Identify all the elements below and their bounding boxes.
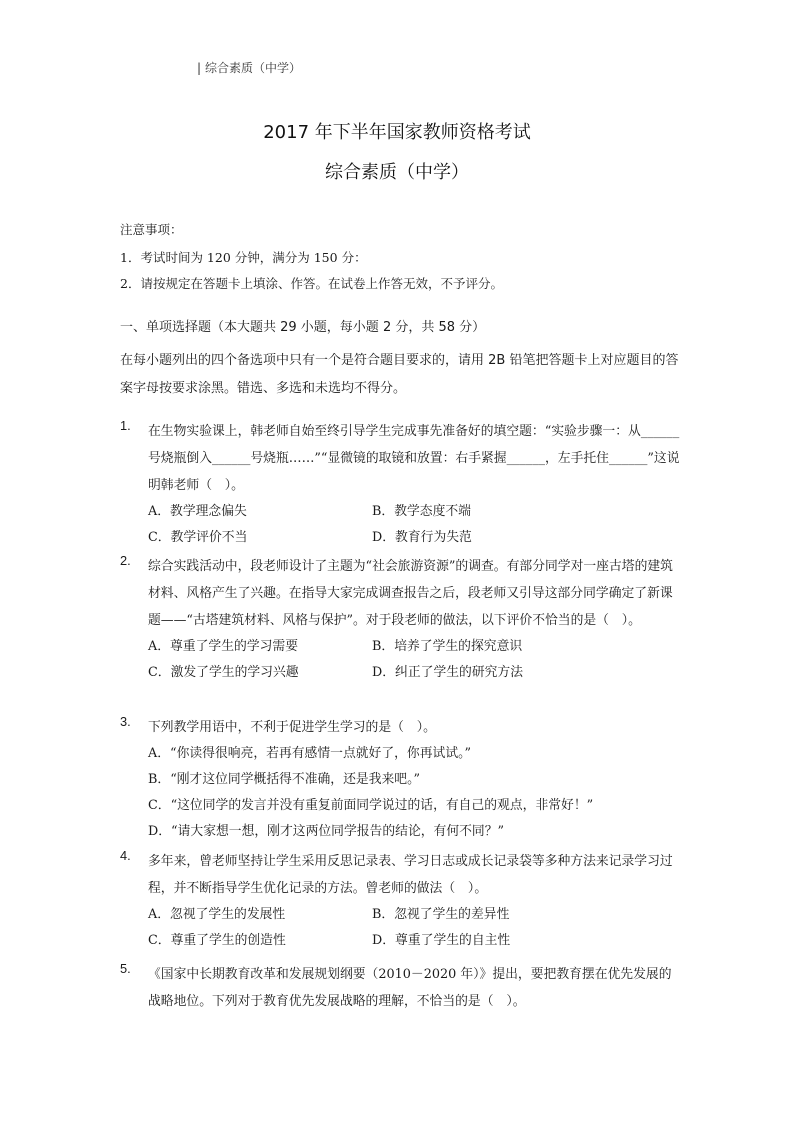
option-c: C．“这位同学的发言并没有重复前面同学说过的话，有自己的观点，非常好！” — [148, 798, 594, 813]
notice-heading: 注意事项： — [120, 222, 183, 237]
option-a: A．尊重了学生的学习需要 — [148, 639, 299, 654]
option-d: D．教育行为失范 — [372, 530, 472, 545]
question-2 — [120, 553, 680, 686]
question-stem: 在生物实验课上，韩老师自始至终引导学生完成事先准备好的填空题：“实验步骤一：从______号烧瓶倒入______号烧瓶……”“显微镜的取镜和放置：右手紧握______，左手托住______”这说明韩老师（ ）。 — [148, 424, 680, 493]
header-bar: | — [197, 61, 202, 75]
option-b: B．“刚才这位同学概括得不准确，还是我来吧。” — [148, 772, 421, 787]
question-number: 2. — [120, 553, 131, 568]
options-row — [148, 902, 680, 928]
question-number: 4. — [120, 848, 131, 863]
notice-item: 1．考试时间为 120 分钟，满分为 150 分： — [120, 250, 367, 265]
option-b: B．教学态度不端 — [372, 504, 471, 519]
option-d: D．“请大家想一想，刚才这两位同学报告的结论，有何不同？” — [148, 824, 505, 839]
question-number: 5. — [120, 961, 131, 976]
option-a: A．“你读得很响亮，若再有感情一点就好了，你再试试。” — [148, 746, 472, 761]
question-stem: 下列教学用语中，不利于促进学生学习的是（ ）。 — [148, 720, 436, 735]
option-d: D．尊重了学生的自主性 — [372, 933, 511, 948]
option-a: A．教学理念偏失 — [148, 504, 247, 519]
option-c: C．激发了学生的学习兴趣 — [148, 665, 299, 680]
question-stem: 多年来，曾老师坚持让学生采用反思记录表、学习日志或成长记录袋等多种方法来记录学习过程，并不断指导学生优化记录的方法。曾老师的做法（ ）。 — [148, 854, 673, 896]
question-1 — [120, 418, 680, 551]
question-3 — [120, 714, 680, 845]
option-b: B．忽视了学生的差异性 — [372, 907, 510, 922]
running-header — [197, 59, 301, 76]
options-row — [148, 928, 680, 954]
exam-subject: 综合素质（中学） — [325, 162, 469, 183]
options-row — [148, 525, 680, 551]
question-4 — [120, 848, 680, 954]
section-instruction: 在每小题列出的四个备选项中只有一个是符合题目要求的，请用 2B 铅笔把答题卡上对应题目的答案字母按要求涂黑。错选、多选和未选均不得分。 — [120, 353, 679, 396]
question-5 — [120, 961, 680, 1015]
question-stem: 综合实践活动中，段老师设计了主题为“社会旅游资源”的调查。有部分同学对一座古塔的建筑材料、风格产生了兴趣。在指导大家完成调查报告之后，段老师又引导这部分同学确定了新课题——“古塔建筑材料、风格与保护”。对于段老师的做法，以下评价不恰当的是（ ）。 — [148, 559, 673, 628]
options-row — [148, 660, 680, 686]
options-row — [148, 499, 680, 525]
options-row — [148, 634, 680, 660]
option-c: C．尊重了学生的创造性 — [148, 933, 286, 948]
question-number: 3. — [120, 714, 131, 729]
notice-item: 2．请按规定在答题卡上填涂、作答。在试卷上作答无效，不予评分。 — [120, 276, 503, 291]
header-text: 综合素质（中学） — [205, 61, 302, 75]
option-b: B．培养了学生的探究意识 — [372, 639, 523, 654]
question-number: 1. — [120, 418, 131, 433]
option-c: C．教学评价不当 — [148, 530, 248, 545]
question-stem: 《国家中长期教育改革和发展规划纲要（2010－2020 年）》提出，要把教育摆在优先发展的战略地位。下列对于教育优先发展战略的理解，不恰当的是（ ）。 — [148, 967, 672, 1009]
section-title: 一、单项选择题（本大题共 29 小题，每小题 2 分，共 58 分） — [120, 320, 486, 335]
option-a: A．忽视了学生的发展性 — [148, 907, 286, 922]
option-d: D．纠正了学生的研究方法 — [372, 665, 524, 680]
exam-title: 2017 年下半年国家教师资格考试 — [263, 122, 531, 143]
